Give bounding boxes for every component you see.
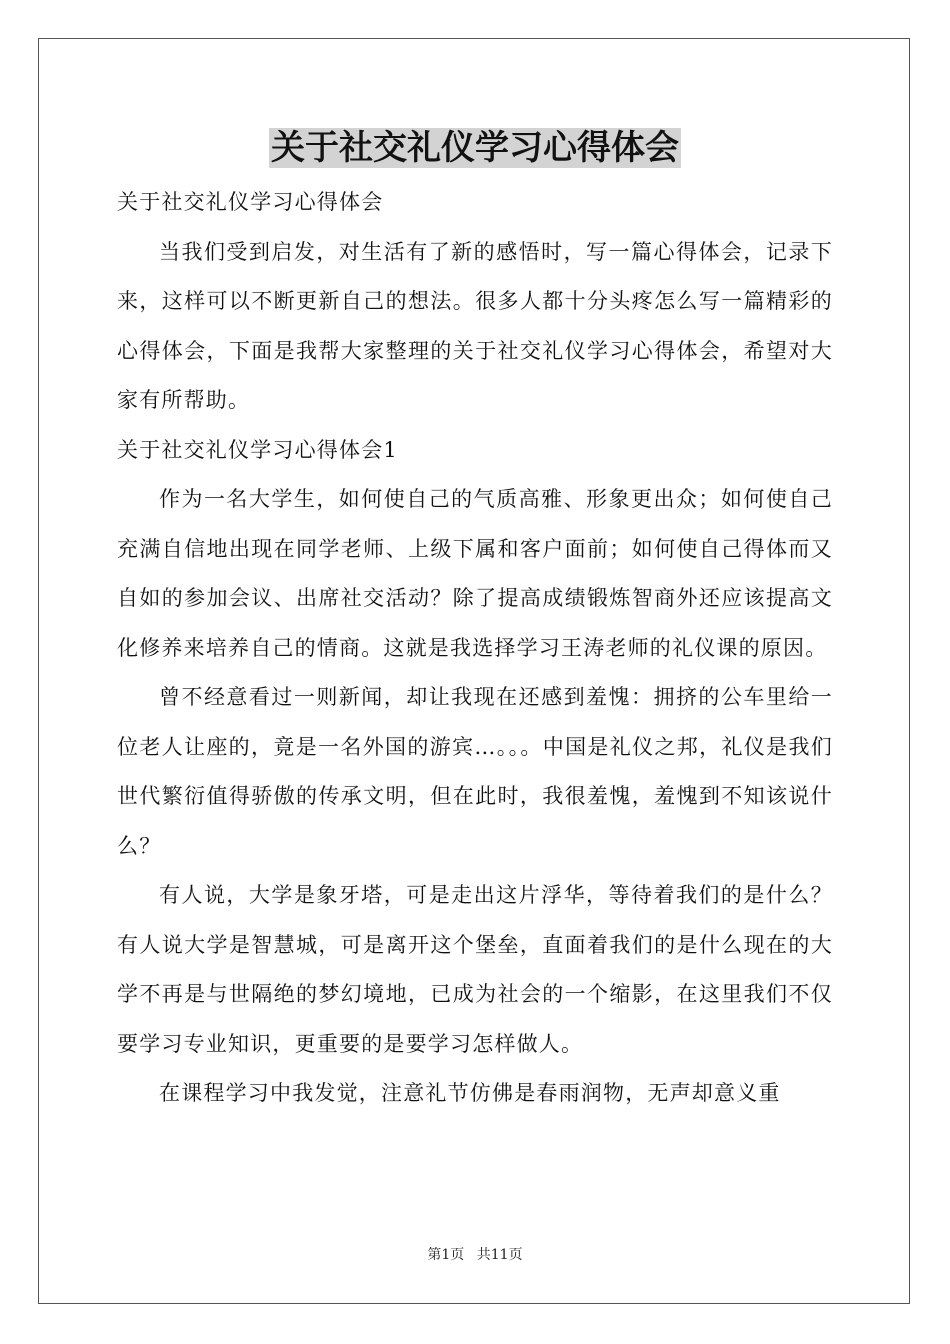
page-number: 第1页: [427, 1247, 465, 1263]
body-paragraph-1: 作为一名大学生，如何使自己的气质高雅、形象更出众；如何使自己充满自信地出现在同学老师、上级下属和客户面前；如何使自己得体而又自如的参加会议、出席社交活动？除了提高成绩锻炼智商外还应该提高文化修养来培养自己的情商。这就是我选择学习王涛老师的礼仪课的原因。: [117, 487, 833, 660]
page-footer: [0, 1245, 950, 1265]
body-paragraph-4: 在课程学习中我发觉，注意礼节仿佛是春雨润物，无声却意义重: [159, 1081, 781, 1105]
document-title: [0, 124, 950, 172]
body-paragraph-2: 曾不经意看过一则新闻，却让我现在还感到羞愧：拥挤的公车里给一位老人让座的，竟是一名外国的游宾…。。。中国是礼仪之邦，礼仪是我们世代繁衍值得骄傲的传承文明，但在此时，我很羞愧，羞愧到不知该说什么？: [117, 685, 833, 858]
body-paragraph-3: 有人说，大学是象牙塔，可是走出这片浮华，等待着我们的是什么？有人说大学是智慧城，可是离开这个堡垒，直面着我们的是什么现在的大学不再是与世隔绝的梦幻境地，已成为社会的一个缩影，在这里我们不仅要学习专业知识，更重要的是要学习怎样做人。: [117, 883, 833, 1056]
document-subtitle: 关于社交礼仪学习心得体会: [117, 190, 384, 214]
page-total: 共11页: [476, 1247, 523, 1263]
document-body: [117, 178, 833, 1119]
section-heading: 关于社交礼仪学习心得体会1: [117, 437, 398, 462]
intro-paragraph: 当我们受到启发，对生活有了新的感悟时，写一篇心得体会，记录下来，这样可以不断更新自己的想法。很多人都十分头疼怎么写一篇精彩的心得体会，下面是我帮大家整理的关于社交礼仪学习心得体会，希望对大家有所帮助。: [117, 239, 833, 412]
document-title-text: 关于社交礼仪学习心得体会: [271, 128, 679, 168]
